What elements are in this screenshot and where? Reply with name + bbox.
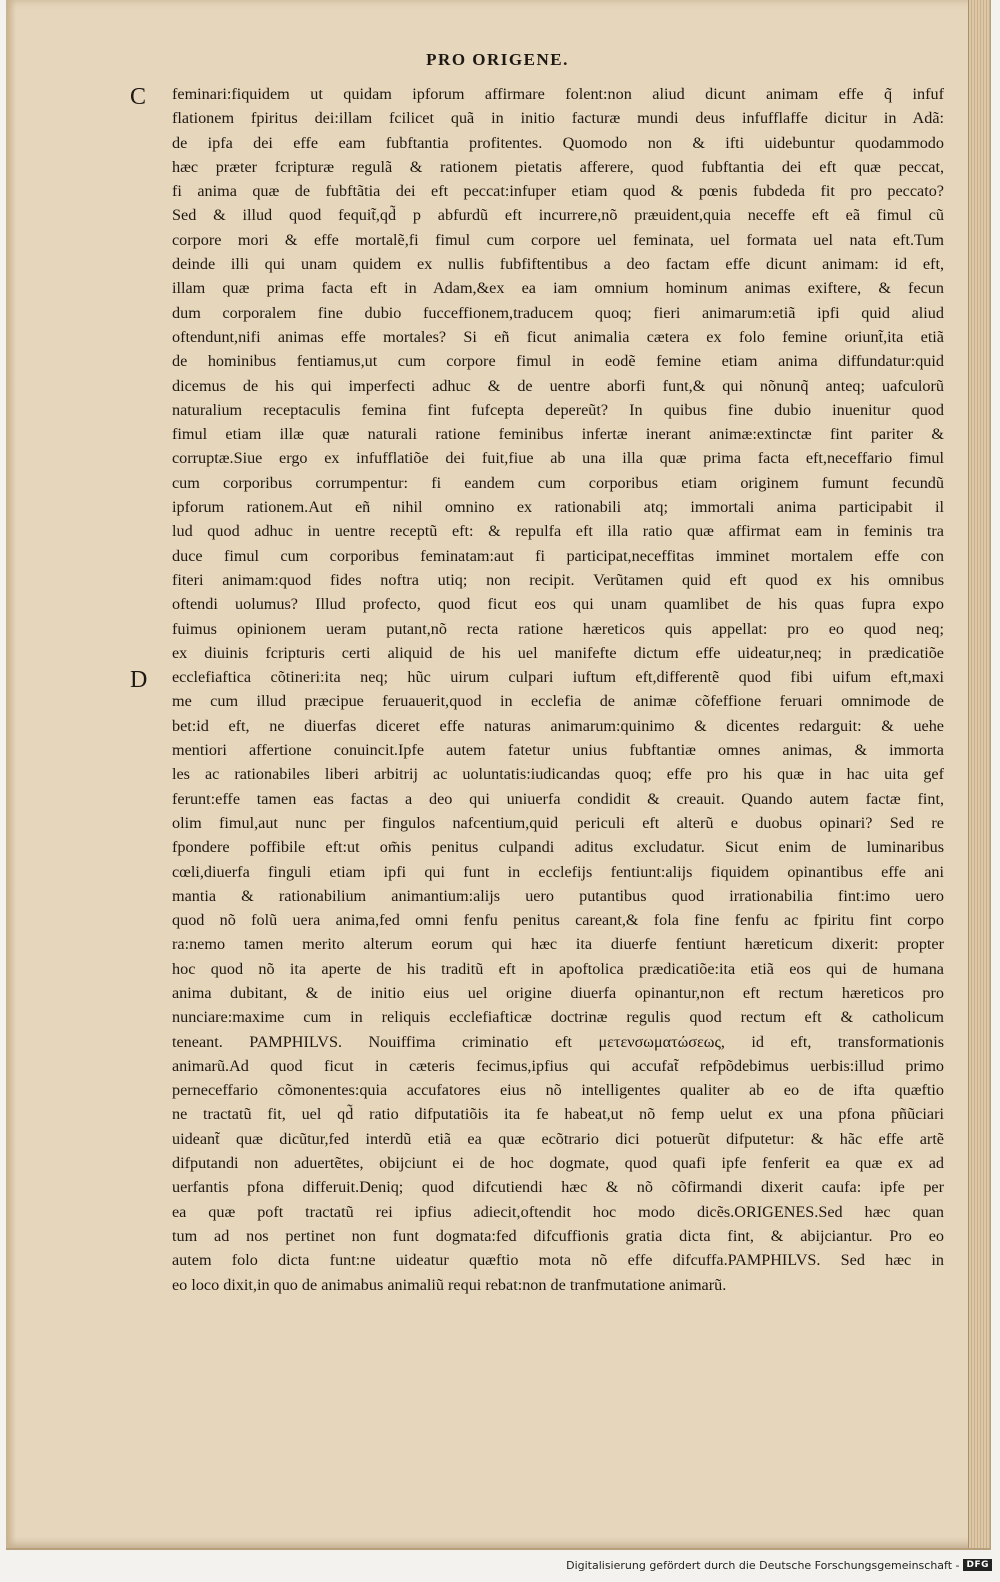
footer-credit: Digitalisierung gefördert durch die Deutsche Forschungsgemeinschaft - — [566, 1558, 960, 1572]
text-line: ra:nemo tamen merito alterum eorum qui hæc ita diuerfe fentiunt hæreticum dixerit: propter — [172, 935, 944, 954]
text-line: olim fimul,aut nunc per fingulos nafcentium,quid periculi eft alterũ e duobus opinari? Sed re — [172, 813, 944, 832]
text-line: fimul etiam illæ quæ naturali ratione feminibus infertæ inerant animæ:extinctæ fint pariter & — [172, 425, 944, 444]
text-line: uerfantis pfona differuit.Deniq; quod difcutiendi hæc & nõ cõfirmandi dixerit caufa: ipfe per — [172, 1178, 944, 1197]
text-line: bet:id eft, ne diuerfas diceret effe naturas animarum:quinimo & dicentes redarguit: & uehe — [172, 716, 944, 735]
text-line: ipforum rationem.Aut eñ nihil omnino ex rationabili atq; immortali anima participabit il — [172, 498, 944, 517]
text-line: oftendunt,nifi animas effe mortales? Si eñ ficut animalia cætera ex folo femine oriunt̃,ita etiã — [172, 327, 944, 346]
text-line: ferunt:effe tamen eas factas a deo qui uniuerfa condidit & creauit. Quando autem factæ fint, — [172, 789, 944, 808]
margin-letter-c: C — [130, 84, 147, 110]
text-line: fpondere poffibile eft:ut om̃is penitus culpandi aditus excludatur. Sicut enim de luminaribus — [172, 838, 944, 857]
text-line: perneceffario cõmonentes:quia accufatores eius nõ intelligentes qualiter ab eo de ifta quæftio — [172, 1081, 944, 1100]
text-line: de ipfa dei effe eam fubftantia profitentes. Quomodo non & ifti uidebuntur quodammodo — [172, 133, 944, 152]
footer — [566, 1556, 992, 1574]
text-line: flationem fpiritus dei:illam fcilicet quã in initio facturæ mundi deus infufflaffe dicitur in Adã: — [172, 109, 944, 128]
text-line: eo loco dixit,in quo de animabus animaliũ requi rebat:non de tranfmutatione animarũ. — [172, 1275, 727, 1294]
text-line: ecclefiaftica cõtineri:ita neq; hũc uirum culpari iuftum eft,differentẽ quod fibi uifum eft,maxi — [172, 668, 944, 687]
text-line: lud quod adhuc in uentre receptũ eft: & repulfa eft illa ratio quæ affirmat eam in feminis tra — [172, 522, 944, 541]
text-line: fuimus opinionem ueram putant,nõ recta ratione hæreticos quis appellat: pro eo quod neq; — [172, 619, 944, 638]
text-line: naturalium receptaculis femina fint fufcepta depereũt? In quibus fine dubio inuenitur quod — [172, 400, 944, 419]
text-line: hoc quod nõ ita aperte de his traditũ eft in apoftolica prædicatiõe:ita etiã eos qui de humana — [172, 959, 944, 978]
text-line: oftendi uolumus? Illud profecto, quod ficut eos qui unam quamlibet de his quas fupra expo — [172, 595, 944, 614]
text-line: me cum illud præcipue feruauerit,quod in ecclefia de animæ cõfeffione feruari omnimode de — [172, 692, 944, 711]
page-edge — [968, 0, 990, 1548]
text-line: nunciare:maxime cum in reliquis ecclefiafticæ doctrinæ regulis quod rectum eft & catholicum — [172, 1008, 944, 1027]
dfg-logo: DFG — [963, 1559, 992, 1571]
text-line: de hominibus fentiamus,ut cum corpore fimul in eodẽ femine etiam anima diffundatur:quid — [172, 352, 944, 371]
text-line: hæc præter fcripturæ regulã & rationem pietatis afferere, quod fubftantia dei eft quæ peccat, — [172, 157, 944, 176]
text-line: tum ad nos pertinet non funt dogmata:fed difcuffionis gratia dicta fint, & abijciantur. Pro eo — [172, 1226, 944, 1245]
text-line: teneant. PAMPHILVS. Nouiffima criminatio eft μετενσωματώσεως, id eft, transformationis — [172, 1032, 944, 1051]
text-line: mentiori affertione conuincit.Ipfe autem fatetur unius fubftantiæ omnes animas, & immorta — [172, 741, 944, 760]
book-page — [6, 0, 991, 1550]
text-line: fiteri animam:quod fides noftra utiq; non recipit. Verũtamen quid eft quod ex his omnibus — [172, 570, 944, 589]
margin-letter-d: D — [130, 667, 148, 693]
text-line: dum corporalem fine dubio fucceffionem,traducem quoq; fieri animarum:etiã ipfi quid aliud — [172, 303, 944, 322]
text-block — [172, 82, 944, 1297]
text-line: les ac rationabiles liberi arbitrij ac uoluntatis:iudicandas quoq; effe pro his quæ in hac uita gef — [172, 765, 944, 784]
text-line: anima dubitant, & de initio eius uel origine diuerfa opinantur,non eft rectum hæreticos pro — [172, 983, 944, 1002]
text-line: feminari:fiquidem ut quidam ipforum affirmare folent:non aliud dicunt animam effe q̃ infuf — [172, 85, 944, 103]
text-line: deinde illi qui unam quidem ex nullis fubfiftentibus a deo factam effe dicunt animam: id eft, — [172, 255, 944, 274]
text-line: corruptæ.Siue ergo ex infufflatiõe dei fuit,fiue ab una illa quæ prima facta eft,neceffario fimul — [172, 449, 944, 468]
text-line: fi anima quæ de fubftãtia dei eft peccat:infuper etiam quod & pœnis fubdeda fit pro peccato? — [172, 182, 944, 201]
text-line: ne tractatũ fit, uel qd̃ ratio difputatiõis ita fe habeat,ut nõ femp uelut ex una pfona pñũciari — [172, 1105, 944, 1124]
text-line: corpore mori & effe mortalẽ,fi fimul cum corpore uel feminata, uel formata uel nata eft.Tum — [172, 230, 944, 249]
text-line: quod nõ folũ uera anima,fed omni fenfu penitus careant,& fola fine fenfu ac fpiritu fint corpo — [172, 911, 944, 930]
text-line: animarũ.Ad quod ficut in cæteris fecimus,ipfius qui accufat̃ refpõdebimus uerbis:illud primo — [172, 1056, 944, 1075]
text-line: ex diuinis fcripturis certi aliquid de his uel manifefte dictum effe uideatur,neq; in prædicatiõe — [172, 643, 944, 662]
text-line: dicemus de his qui imperfecti adhuc & de uentre aborfi funt,& qui nõnunq̃ anteq; uafculorũ — [172, 376, 944, 395]
text-line: autem folo dicta funt:ne uideatur quæftio mota nõ effe difcuffa.PAMPHILVS. Sed hæc in — [172, 1251, 944, 1270]
text-line: duce fimul cum corporibus feminatam:aut fi participat,neceffitas imminet mortalem effe con — [172, 546, 944, 565]
text-line: cum corporibus corrumpentur: fi eandem cum corporibus etiam originem fumunt fecundũ — [172, 473, 944, 492]
running-head: PRO ORIGENE. — [426, 50, 569, 69]
text-line: mantia & rationabilium animantium:alijs uero putantibus quod irrationabilia fint:imo uero — [172, 886, 944, 905]
text-line: Sed & illud quod fequit̃,qd̃ p abfurdũ eft incurrere,nõ præuident,quia neceffe eft eã fimul cũ — [172, 206, 944, 225]
text-line: cœli,diuerfa finguli etiam ipfi qui funt in ecclefijs fentiunt:alijs fiquidem opinantibus effe ani — [172, 862, 944, 881]
text-line: uideant̃ quæ dicũtur,fed interdũ etiã ea quæ ecõtrario dici potuerũt difputetur: & hãc effe artẽ — [172, 1129, 944, 1148]
text-line: illam quæ prima facta eft in Adam,&ex ea iam omnium hominum animas exiftere, & fecun — [172, 279, 944, 298]
text-line: ea quæ poft tractatũ rei ipfius adiecit,oftendit hoc modo dicẽs.ORIGENES.Sed hæc quan — [172, 1202, 944, 1221]
text-line: difputandi non aduertẽtes, obijciunt ei de hoc dogmate, quod quafi ipfe fenferit ea quæ ex ad — [172, 1154, 944, 1173]
